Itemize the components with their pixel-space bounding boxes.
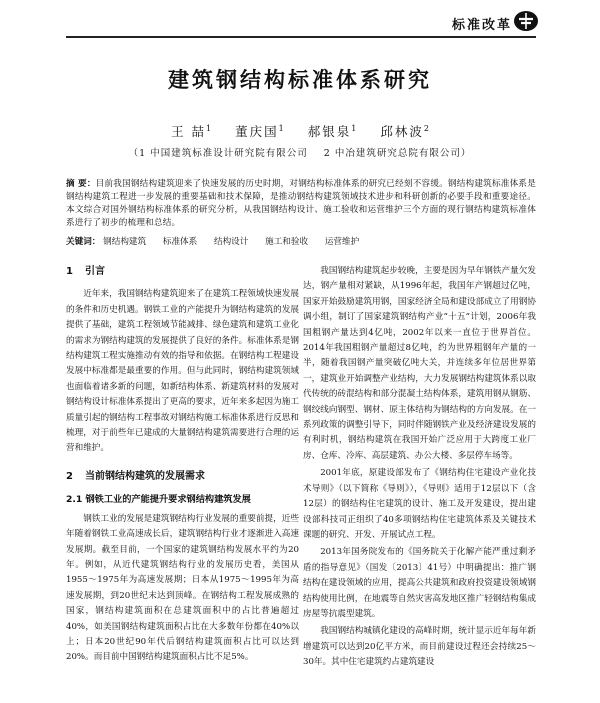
right-column [303,264,536,673]
subsection-heading: 2.1 钢铁工业的产能提升要求钢结构建筑发展 [66,494,251,506]
header-rule [66,36,536,38]
affiliation: （1 中国建筑标准设计研究院有限公司 [128,148,308,159]
left-column [66,264,299,668]
article-title: 建筑钢结构标准体系研究 [168,68,432,92]
journal-logo-icon [513,10,539,32]
paragraph: 我国钢结构城镇化建设的高峰时期，统计显示近年每年新增建筑可以达到20亿平方米，而目前建设过程还会持续25～30年。其中住宅建筑约占建筑建设 [303,626,536,668]
author-list [0,122,600,140]
paragraph: 我国钢结构建筑起步较晚，主要是因为早年钢铁产量欠发达，钢产量相对紧缺，从1996年起，我国年产钢超过亿吨，国家开始鼓励建筑用钢，国家经济全局和建设部成立了用钢协调小组，制订了国家建筑钢结构产业“十五”计划，2006年我国粗钢产量达到4亿吨，2002年以来一直位于世界首位。2014年我国粗钢产量超过8亿吨，约为世界粗钢年产量的一半，随着我国钢产量突破亿吨大关，并连续多年位居世界第一，建筑业开始调整产业结构，大力发展钢结构建筑体系以取代传统的砖混结构和部分混凝土结构体系，建筑用钢从钢筋、钢绞线向钢型、钢材、原主体结构为钢结构的方向发展。在一系列政策的调整引导下，同时伴随钢铁产业及经济建设发展的有利时机，钢结构建筑在我国开始广泛应用于大跨度工业厂房、仓库、冷库、高层建筑、办公大楼、多层停车场等。 [303,266,536,461]
paragraph: 近年来，我国钢结构建筑迎来了在建筑工程领域快速发展的条件和历史机遇。钢铁工业的产能提升为钢结构建筑的发展提供了基础，建筑工程领域节能减排、绿色建筑和建筑工业化的需求为钢结构建筑的发展提供了良好的条件。标准体系是钢结构建筑工程实施推动有效的指导和依据。在钢结构工程建设发展中标准都是最重要的作用。但与此同时，钢结构建筑领域也面临着诸多新的问题，如新结构体系、新建筑材料的发展对钢结构设计标准体系提出了更高的要求，近年来多起因为施工质量引起的钢结构工程事故对钢结构施工标准体系进行反思和梳理，对于前些年已建成的大量钢结构建筑需要进行合理的运营和维护。 [66,289,299,454]
keyword: 标准体系 [162,237,198,247]
keyword: 施工和验收 [265,237,309,247]
keyword: 运营维护 [324,237,360,247]
section-heading: 1 引言 [66,266,105,277]
keywords [66,235,536,247]
abstract-label: 摘 要： [66,179,96,189]
paragraph: 2001年底，原建设部发布了《钢结构住宅建设产业化技术导则》（以下简称《导则》），《导则》适用于12层以下（含12层）的钢结构住宅建筑的设计、施工及开发建设，提出建设部科技司正组织了40多项钢结构住宅建筑体系及关键技术课题的研究、开发、开展试点工程。 [303,468,536,540]
author: 邱林波$^2$ [380,123,429,139]
section-label: 标准改革 [452,18,513,33]
section-heading: 2 当前钢结构建筑的发展需求 [66,470,205,482]
affiliation: 2 中冶建筑研究总院有限公司） [323,148,472,159]
author: 王 喆$^1$ [171,123,212,139]
abstract [66,178,536,230]
paragraph: 钢铁工业的发展是建筑钢结构行业发展的重要前提，近些年随着钢铁工业高速成长后，建筑钢结构行业才逐渐进入高速发展期。截至目前，一个国家的建筑钢结构发展水平约为20年。例如，从近代建筑钢结构行业的发展历史看，美国从1955～1975年为高速发展期；日本从1975～1995年为高速发展期，到20世纪末达到顶峰。在钢结构工程发展成熟的国家，钢结构建筑面积在总建筑面积中的占比普遍超过40%，如美国钢结构建筑面积占比在大多数年份都在40%以上；日本20世纪90年代后钢结构建筑面积占比可以达到20%。而目前中国钢结构建筑面积占比不足5%。 [66,513,299,663]
affiliations [0,145,600,159]
author: 董庆国$^1$ [235,123,284,139]
paragraph: 2013年国务院发布的《国务院关于化解产能严重过剩矛盾的指导意见》（国发〔2013〕41号）中明确提出：推广钢结构在建设领域的应用，提高公共建筑和政府投资建设领域钢结构使用比例，在地震等自然灾害高发地区推广轻钢结构集成房屋等抗震型建筑。 [303,547,536,619]
keywords-label: 关键词： [66,237,101,247]
abstract-text: 目前我国钢结构建筑迎来了快速发展的历史时期，对钢结构标准体系的研究已经刻不容缓。钢结构建筑标准体系是钢结构建筑工程进一步发展的重要基础和技术保障，是推动钢结构建筑领域技术进步和科研创新的必要手段和重要途径。本文综合对国外钢结构标准体系的研究分析，从我国钢结构设计、施工验收和运营维护三个方面的现行钢结构建筑标准体系进行了初步的梳理和总结。 [66,179,536,228]
keyword: 结构设计 [213,237,249,247]
keyword: 钢结构建筑 [103,237,147,247]
author: 郝银泉$^1$ [307,123,357,139]
